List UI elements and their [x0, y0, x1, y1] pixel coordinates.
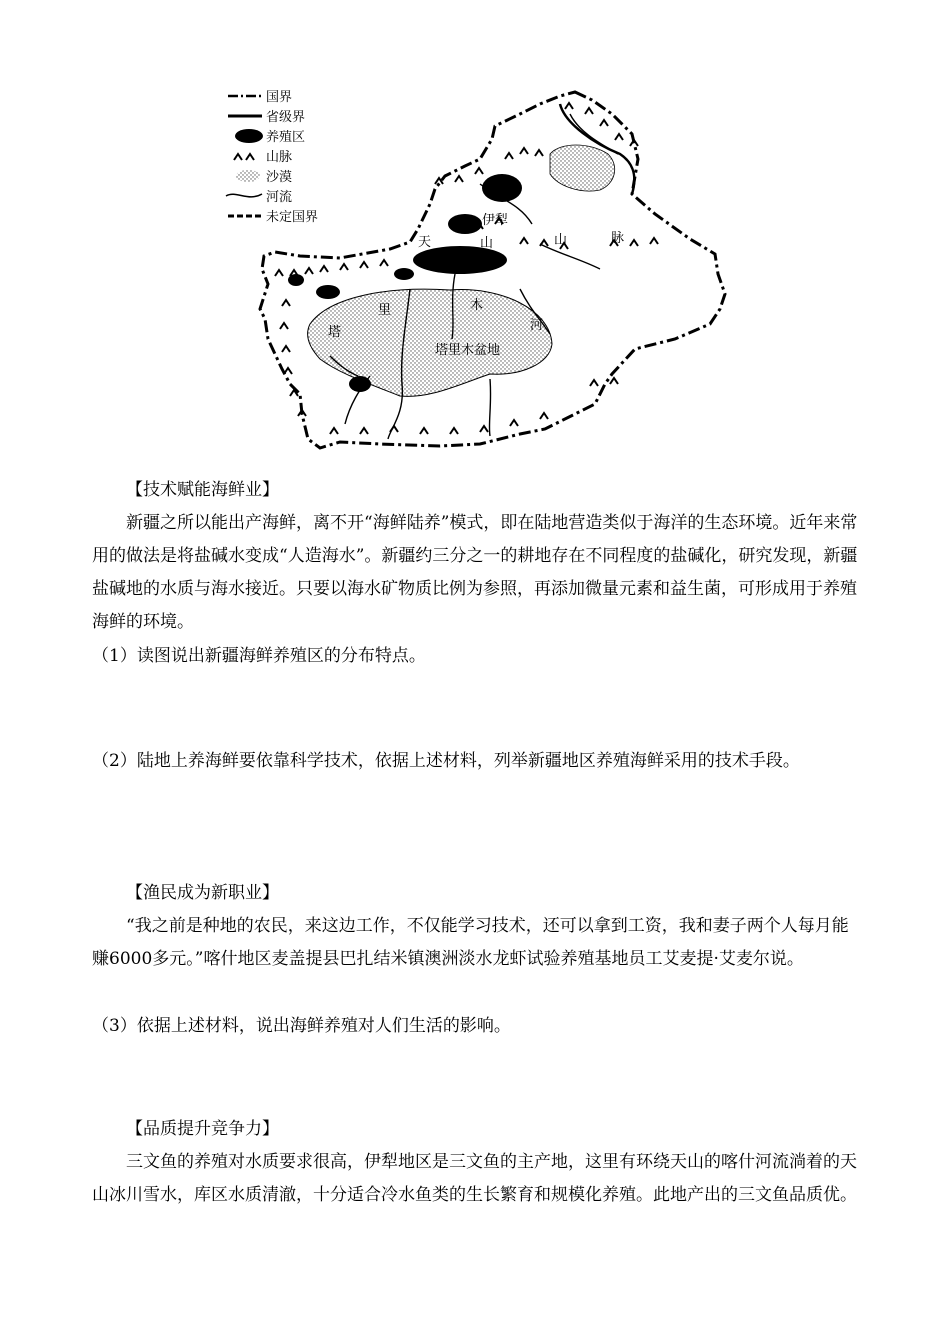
section1-heading: 【技术赋能海鲜业】: [126, 480, 279, 500]
svg-text:沙漠: 沙漠: [266, 170, 293, 185]
legend-farming-area: [235, 129, 305, 145]
label-he: 河: [530, 318, 544, 333]
section3-paragraph: 三文鱼的养殖对水质要求很高，伊犁地区是三文鱼的主产地，这里有环绕天山的喀什河流淌着的天山冰川雪水，库区水质清澈，十分适合冷水鱼类的生长繁育和规模化养殖。此地产出的三文鱼品质优。: [92, 1152, 857, 1205]
label-ta: 塔: [328, 325, 342, 340]
svg-text:养殖区: 养殖区: [266, 130, 306, 145]
label-tian: 天: [418, 235, 432, 250]
svg-text:国界: 国界: [266, 90, 293, 105]
svg-text:山脉: 山脉: [266, 150, 293, 165]
svg-text:河流: 河流: [266, 190, 293, 205]
section3-heading: 【品质提升竞争力】: [126, 1119, 279, 1139]
section2-paragraph: “我之前是种地的农民，来这边工作，不仅能学习技术，还可以拿到工资，我和妻子两个人每月能赚6000多元。”喀什地区麦盖提县巴扎结米镇澳洲淡水龙虾试验养殖基地员工艾麦提·艾麦尔说。: [92, 916, 849, 969]
section1-paragraph: 新疆之所以能出产海鲜，离不开“海鲜陆养”模式，即在陆地营造类似于海洋的生态环境。近年来常用的做法是将盐碱水变成“人造海水”。新疆约三分之一的耕地存在不同程度的盐碱化，研究发现，新疆盐碱地的水质与海水接近。只要以海水矿物质比例为参照，再添加微量元素和益生菌，可形成用于养殖海鲜的环境。: [92, 513, 858, 632]
label-mai: 脉: [611, 231, 625, 246]
question-1: （1）读图说出新疆海鲜养殖区的分布特点。: [92, 646, 426, 666]
label-shan2: 山: [554, 233, 568, 248]
legend-provincial-border: [228, 109, 305, 125]
legend-national-border: [228, 90, 292, 105]
svg-text:省级界: 省级界: [266, 110, 306, 125]
label-li: 里: [378, 303, 392, 318]
svg-text:未定国界: 未定国界: [266, 210, 319, 225]
label-basin: 塔里木盆地: [435, 343, 501, 358]
xinjiang-map: [220, 84, 740, 456]
legend-mountains: [234, 150, 292, 165]
section2-heading: 【渔民成为新职业】: [126, 883, 279, 903]
legend-desert: [236, 169, 292, 185]
question-2: （2）陆地上养海鲜要依靠科学技术，依据上述材料，列举新疆地区养殖海鲜采用的技术手段。: [92, 751, 800, 771]
label-yili: 伊犁: [482, 213, 509, 228]
label-mu: 木: [470, 298, 484, 313]
legend-river: [226, 189, 292, 205]
legend-undetermined-border: [228, 209, 318, 225]
question-3: （3）依据上述材料，说出海鲜养殖对人们生活的影响。: [92, 1016, 511, 1036]
label-shan: 山: [480, 236, 494, 251]
map-legend: [226, 90, 318, 225]
